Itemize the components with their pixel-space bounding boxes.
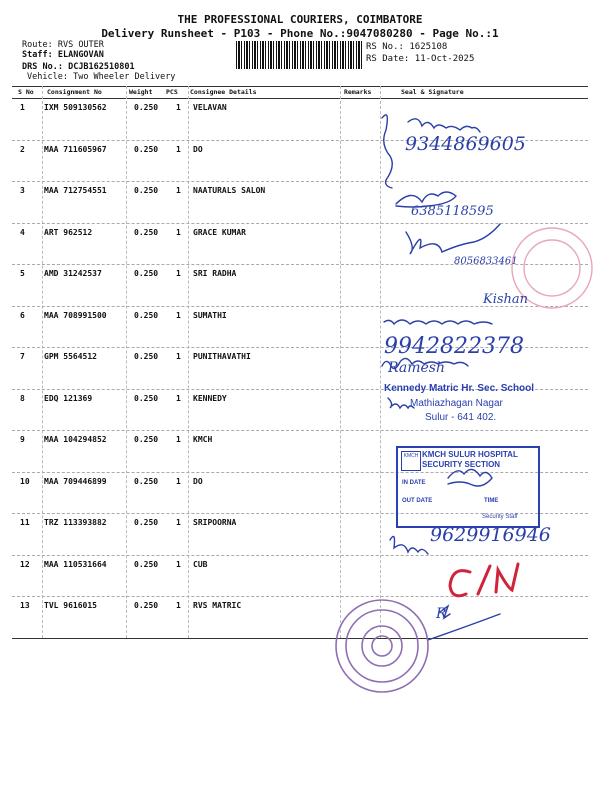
stamp-out-date: OUT DATE [402, 498, 433, 504]
col-consignment: Consignment No [47, 88, 102, 96]
cell-consignee: KMCH [193, 435, 213, 444]
cell-pcs: 1 [176, 186, 181, 195]
col-remarks: Remarks [344, 88, 372, 96]
cell-consignee: VELAVAN [193, 103, 227, 112]
cell-consignment: IXM 509130562 [44, 103, 107, 112]
cell-sno: 12 [20, 559, 30, 569]
table-row [0, 390, 600, 431]
cell-consignee: GRACE KUMAR [193, 227, 246, 237]
stamp-hospital-name: KMCH SULUR HOSPITAL [422, 450, 518, 459]
cell-sno: 1 [20, 103, 25, 112]
cell-pcs: 1 [176, 559, 181, 569]
cell-sno: 6 [20, 310, 25, 320]
handwritten-name-7: Ramesh [388, 360, 445, 376]
cell-consignee: DO [193, 476, 203, 486]
staff-line: Staff: ELANGOVAN [22, 50, 104, 60]
cell-consignee: SRI RADHA [193, 269, 237, 278]
cell-weight: 0.250 [134, 518, 159, 527]
cell-pcs: 1 [176, 144, 181, 154]
stamp-in-date: IN DATE [402, 480, 426, 486]
cell-consignment: TVL 9616015 [44, 601, 97, 610]
cell-weight: 0.250 [134, 601, 159, 610]
cell-consignment: GPM 5564512 [44, 352, 97, 361]
cell-consignment: ART 962512 [44, 227, 93, 237]
cell-pcs: 1 [176, 269, 181, 278]
cell-weight: 0.250 [134, 476, 159, 486]
cell-weight: 0.250 [134, 186, 159, 195]
stamp-security-staff: Security Staff [482, 514, 518, 520]
cell-consignee: KENNEDY [193, 393, 227, 403]
cell-weight: 0.250 [134, 310, 159, 320]
table-bottom-rule [12, 638, 588, 639]
route-line: Route: RVS OUTER [22, 40, 104, 50]
stamp-school-address: Mathiazhagan Nagar [410, 398, 503, 409]
cell-sno: 2 [20, 144, 25, 154]
barcode [236, 41, 362, 69]
handwritten-phone-3: 6385118595 [411, 204, 494, 219]
handwritten-phone-4: 8056833461 [454, 256, 518, 267]
col-pcs: PCS [166, 88, 178, 96]
cell-weight: 0.250 [134, 435, 159, 444]
cell-consignment: MAA 708991500 [44, 310, 107, 320]
cell-weight: 0.250 [134, 144, 159, 154]
cell-pcs: 1 [176, 435, 181, 444]
cell-consignment: EDQ 121369 [44, 393, 93, 403]
cell-consignee: CUB [193, 559, 208, 569]
cell-sno: 7 [20, 352, 25, 361]
col-sno: S No [18, 88, 34, 96]
hospital-logo: KMCH [401, 451, 421, 471]
cell-consignee: SRIPOORNA [193, 518, 237, 527]
cell-pcs: 1 [176, 518, 181, 527]
stamp-school-name: Kennedy Matric Hr. Sec. School [384, 383, 535, 394]
cell-pcs: 1 [176, 476, 181, 486]
table-row [0, 556, 600, 597]
cell-consignee: DO [193, 144, 203, 154]
cell-sno: 8 [20, 393, 25, 403]
stamp-school-city: Sulur - 641 402. [425, 412, 497, 423]
table-row [0, 597, 600, 638]
cell-consignment: MAA 104294852 [44, 435, 107, 444]
col-weight: Weight [129, 88, 153, 96]
cell-sno: 4 [20, 227, 25, 237]
stamp-time: TIME [484, 498, 499, 504]
handwritten-phone-11: 9629916946 [430, 524, 551, 546]
cell-consignment: TRZ 113393882 [44, 518, 107, 527]
cell-consignee: SUMATHI [193, 310, 227, 320]
cell-sno: 3 [20, 186, 25, 195]
table-row [0, 182, 600, 223]
cell-consignee: RVS MATRIC [193, 601, 242, 610]
cell-weight: 0.250 [134, 227, 159, 237]
drs-line: DRS No.: DCJB162510801 [22, 62, 135, 72]
cell-consignment: MAA 110531664 [44, 559, 107, 569]
cell-consignment: MAA 711605967 [44, 144, 107, 154]
col-consignee: Consignee Details [190, 88, 257, 96]
cell-consignment: MAA 709446899 [44, 476, 107, 486]
handwritten-name-5: Kishan [483, 292, 529, 307]
cell-pcs: 1 [176, 310, 181, 320]
cell-weight: 0.250 [134, 393, 159, 403]
cell-weight: 0.250 [134, 103, 159, 112]
handwritten-phone-1: 9344869605 [405, 133, 526, 155]
cell-consignee: NAATURALS SALON [193, 186, 266, 195]
cell-sno: 13 [20, 601, 30, 610]
cell-pcs: 1 [176, 601, 181, 610]
cell-sno: 5 [20, 269, 25, 278]
rs-date: RS Date: 11-Oct-2025 [366, 54, 475, 64]
cell-pcs: 1 [176, 227, 181, 237]
cell-sno: 9 [20, 435, 25, 444]
cell-weight: 0.250 [134, 269, 159, 278]
cell-weight: 0.250 [134, 352, 159, 361]
cell-sno: 11 [20, 518, 30, 527]
stamp-hospital-section: SECURITY SECTION [422, 460, 501, 469]
cell-sno: 10 [20, 476, 30, 486]
cell-weight: 0.250 [134, 559, 159, 569]
cell-consignment: MAA 712754551 [44, 186, 107, 195]
col-seal: Seal & Signature [401, 88, 464, 96]
table-top-rule [12, 86, 588, 87]
handwritten-phone-6: 9942822378 [384, 334, 524, 359]
stamp-hospital-security [396, 446, 540, 528]
handwritten-mark-13: R [436, 606, 447, 622]
rs-number: RS No.: 1625108 [366, 42, 448, 52]
cell-consignee: PUNITHAVATHI [193, 352, 251, 361]
cell-pcs: 1 [176, 103, 181, 112]
vehicle-line: Vehicle: Two Wheeler Delivery [27, 72, 176, 82]
cell-pcs: 1 [176, 352, 181, 361]
runsheet-title: THE PROFESSIONAL COURIERS, COIMBATORE [177, 13, 423, 26]
cell-consignment: AMD 31242537 [44, 269, 102, 278]
cell-pcs: 1 [176, 393, 181, 403]
runsheet-subtitle: Delivery Runsheet - P103 - Phone No.:9047080280 - Page No.:1 [101, 27, 499, 40]
